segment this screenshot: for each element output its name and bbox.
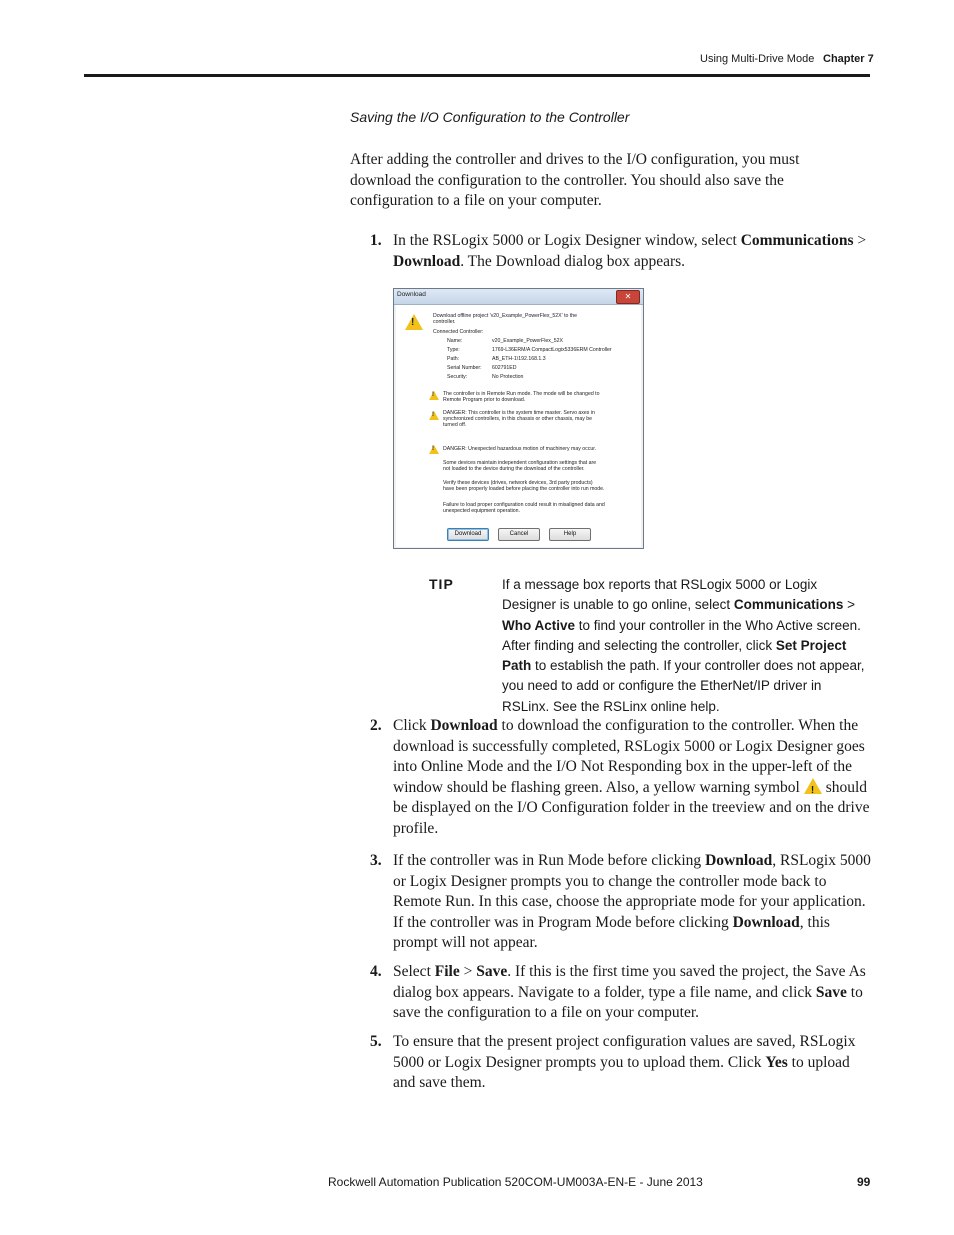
step-number: 3.: [370, 852, 382, 869]
field-value: 1769-L36ERM/A CompactLogix5336ERM Controller: [492, 347, 612, 353]
dialog-paragraph: not loaded to the device during the download of the controller.: [443, 466, 585, 472]
warning-icon: !: [429, 445, 439, 454]
warning-text: DANGER: This controller is the system time master. Servo axes in: [443, 410, 595, 416]
intro-paragraph: After adding the controller and drives to the I/O configuration, you must download the configuration to the controller. You should also save the configuration to a file on your computer.: [350, 151, 800, 209]
warning-icon: !: [429, 411, 439, 420]
field-label: Path:: [447, 356, 460, 362]
dialog-paragraph: Failure to load proper configuration could result in misaligned data and: [443, 502, 605, 508]
field-label: Security:: [447, 374, 468, 380]
field-value: 602791ED: [492, 365, 517, 371]
help-button[interactable]: Help: [549, 528, 591, 541]
dialog-title: Download: [397, 291, 426, 298]
warning-text: Remote Program prior to download.: [443, 397, 526, 403]
download-dialog: [393, 288, 644, 549]
step-number: 1.: [370, 232, 382, 249]
field-value: No Protection: [492, 374, 524, 380]
step-number: 5.: [370, 1033, 382, 1050]
dialog-paragraph: unexpected equipment operation.: [443, 508, 521, 514]
dialog-intro-line-2: controller.: [433, 319, 456, 325]
dialog-paragraph: Some devices maintain independent configuration settings that are: [443, 460, 597, 466]
running-header-chapter: Chapter 7: [823, 53, 874, 65]
dialog-titlebar: [394, 289, 643, 305]
dialog-body: [396, 305, 641, 547]
page-number: 99: [857, 1175, 871, 1189]
step-number: 2.: [370, 717, 382, 734]
warning-text: turned off.: [443, 422, 467, 428]
tip-text: If a message box reports that RSLogix 5000 or Logix Designer is unable to go online, select Communications > Who Active to find your controller in the Who Active screen. After finding and selecting the controller, click Set Project Path to establish the path. If your controller does not appear, you need to add or configure the EtherNet/IP driver in RSLinx. See the RSLinx online help.: [502, 577, 865, 714]
step-text: Click Download to download the configuration to the controller. When the download is successfully completed, RSLogix 5000 or Logix Designer goes into Online Mode and the I/O Not Responding box in the upper-left of the window should be flashing green. Also, a yellow warning symbol ! should be displayed on the I/O Configuration folder in the treeview and on the drive profile.: [393, 717, 870, 837]
warning-text: The controller is in Remote Run mode. The mode will be changed to: [443, 391, 600, 397]
footer-publication: Rockwell Automation Publication 520COM-UM003A-EN-E - June 2013: [328, 1175, 703, 1189]
download-button[interactable]: Download: [447, 528, 489, 541]
tip-label: TIP: [429, 576, 454, 592]
field-value: v20_Example_PowerFlex_52X: [492, 338, 563, 344]
warning-icon: !: [429, 391, 439, 400]
field-label: Name:: [447, 338, 463, 344]
warning-text: synchronized controllers, in this chassis or other chassis, may be: [443, 416, 593, 422]
step-text: In the RSLogix 5000 or Logix Designer window, select Communications > Download. The Download dialog box appears.: [393, 232, 867, 270]
step-text: To ensure that the present project configuration values are saved, RSLogix 5000 or Logix Designer prompts you to upload them. Click Yes to upload and save them.: [393, 1033, 856, 1091]
warning-icon: !: [804, 778, 822, 794]
cancel-button[interactable]: Cancel: [498, 528, 540, 541]
field-label: Type:: [447, 347, 460, 353]
dialog-paragraph: Verify these devices (drives, network devices, 3rd party products): [443, 480, 593, 486]
section-subheading: Saving the I/O Configuration to the Controller: [350, 109, 630, 125]
field-value: AB_ETH-1\192.168.1.3: [492, 356, 546, 362]
field-label: Serial Number:: [447, 365, 482, 371]
step-text: If the controller was in Run Mode before clicking Download, RSLogix 5000 or Logix Designer prompts you to change the controller mode back to Remote Run. In this case, choose the appropriate mode for your application. If the controller was in Program Mode before clicking Download, this prompt will not appear.: [393, 852, 871, 951]
dialog-paragraph: have been properly loaded before placing the controller into run mode.: [443, 486, 605, 492]
connected-controller-label: Connected Controller:: [433, 329, 484, 335]
close-icon[interactable]: ✕: [616, 290, 640, 304]
dialog-intro-line-1: Download offline project 'v20_Example_PowerFlex_52X' to the: [433, 313, 578, 319]
step-number: 4.: [370, 963, 382, 980]
header-rule: [84, 74, 870, 77]
warning-text: DANGER: Unexpected hazardous motion of machinery may occur.: [443, 446, 597, 452]
running-header-section: Using Multi-Drive Mode: [700, 53, 815, 65]
step-text: Select File > Save. If this is the first time you saved the project, the Save As dialog box appears. Navigate to a folder, type a file name, and click Save to save the configuration to a file on your computer.: [393, 963, 866, 1021]
warning-icon: !: [405, 314, 423, 330]
